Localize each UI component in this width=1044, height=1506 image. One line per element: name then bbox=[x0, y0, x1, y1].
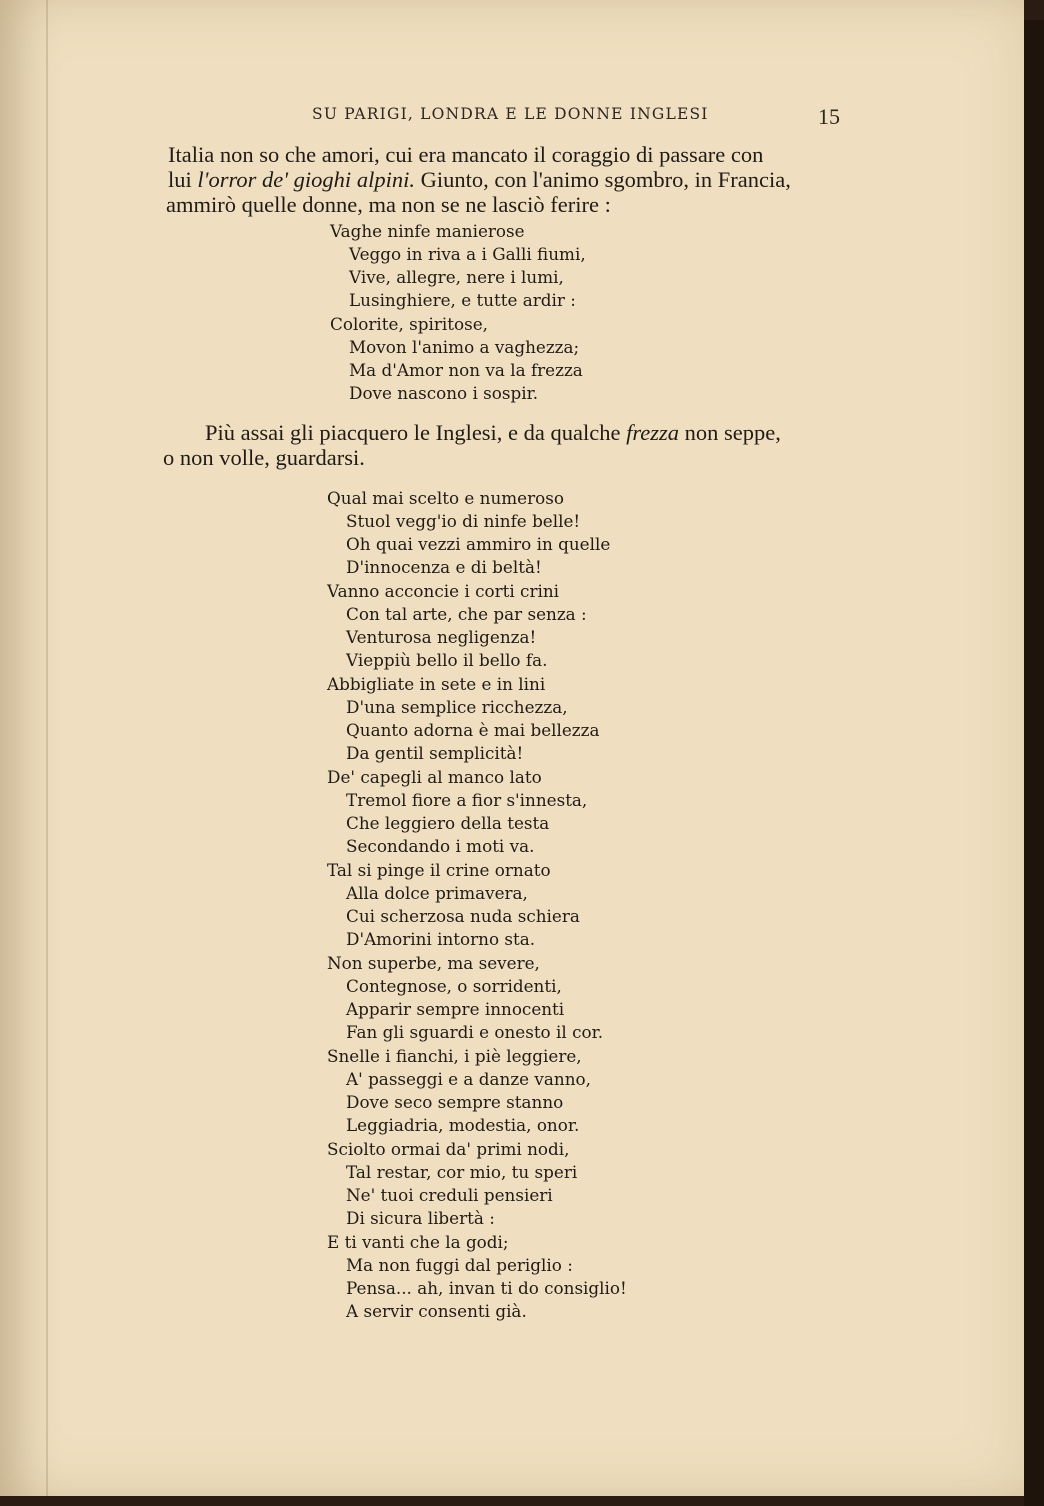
verse-line: Contegnose, o sorridenti, bbox=[346, 976, 562, 996]
stanza bbox=[327, 1045, 627, 1137]
verse-line: D'Amorini intorno sta. bbox=[346, 929, 536, 949]
verse-line: Secondando i moti va. bbox=[346, 836, 535, 856]
text-span: Giunto, con l'animo sgombro, in Francia, bbox=[414, 167, 791, 192]
verse-line: Alla dolce primavera, bbox=[346, 883, 528, 903]
verse-line: Pensa... ah, invan ti do consiglio! bbox=[346, 1278, 627, 1298]
italic-quote: l'orror de' gioghi alpini. bbox=[197, 167, 415, 192]
verse-line: De' capegli al manco lato bbox=[327, 767, 542, 787]
verse-line: Vanno acconcie i corti crini bbox=[327, 581, 560, 601]
paragraph-1-line-1: Italia non so che amori, cui era mancato il coraggio di passare con bbox=[168, 142, 764, 167]
verse-line: Apparir sempre innocenti bbox=[346, 999, 565, 1019]
verse-line: Vive, allegre, nere i lumi, bbox=[349, 267, 564, 287]
verse-line: Venturosa negligenza! bbox=[346, 627, 537, 647]
running-title: SU PARIGI, LONDRA E LE DONNE INGLESI bbox=[312, 105, 709, 123]
stanza bbox=[327, 766, 627, 858]
verse-line: Fan gli sguardi e onesto il cor. bbox=[346, 1022, 604, 1042]
verse-line: Sciolto ormai da' primi nodi, bbox=[327, 1139, 570, 1159]
verse-line: Da gentil semplicità! bbox=[346, 743, 524, 763]
verse-line: E ti vanti che la godi; bbox=[327, 1232, 509, 1252]
paragraph-2-line-2: o non volle, guardarsi. bbox=[163, 445, 365, 470]
page-edge-shadow bbox=[1024, 20, 1044, 1506]
verse-line: Lusinghiere, e tutte ardir : bbox=[349, 290, 576, 310]
verse-line: Vieppiù bello il bello fa. bbox=[346, 650, 548, 670]
verse-line: Ne' tuoi creduli pensieri bbox=[346, 1185, 553, 1205]
verse-line: Snelle i fianchi, i piè leggiere, bbox=[327, 1046, 582, 1066]
paragraph-1-line-2 bbox=[168, 167, 791, 192]
verse-line: Oh quai vezzi ammiro in quelle bbox=[346, 534, 611, 554]
text-span: lui bbox=[168, 167, 198, 192]
stanza bbox=[327, 859, 627, 951]
verse-line: Quanto adorna è mai bellezza bbox=[346, 720, 600, 740]
verse-line: Movon l'animo a vaghezza; bbox=[349, 337, 580, 357]
paragraph-1-line-3: ammirò quelle donne, ma non se ne lasciò ferire : bbox=[166, 192, 611, 217]
verse-line: Vaghe ninfe manierose bbox=[330, 221, 525, 241]
verse-line: Leggiadria, modestia, onor. bbox=[346, 1115, 580, 1135]
verse-line: D'una semplice ricchezza, bbox=[346, 697, 568, 717]
verse-line: Di sicura libertà : bbox=[346, 1208, 495, 1228]
verse-line: Ma non fuggi dal periglio : bbox=[346, 1255, 573, 1275]
stanza bbox=[330, 313, 586, 405]
stanza bbox=[327, 952, 627, 1044]
stanza bbox=[327, 673, 627, 765]
verse-line: Veggo in riva a i Galli fiumi, bbox=[349, 244, 586, 264]
stanza bbox=[327, 580, 627, 672]
verse-line: Dove nascono i sospir. bbox=[349, 383, 539, 403]
verse-line: Cui scherzosa nuda schiera bbox=[346, 906, 580, 926]
stanza bbox=[327, 1231, 627, 1323]
verse-line: Stuol vegg'io di ninfe belle! bbox=[346, 511, 581, 531]
verse-line: Tal si pinge il crine ornato bbox=[327, 860, 551, 880]
stanza bbox=[327, 1138, 627, 1230]
page-fold-line bbox=[46, 0, 48, 1496]
paragraph-2-line-1 bbox=[205, 420, 781, 445]
verse-line: Che leggiero della testa bbox=[346, 813, 550, 833]
verse-line: Tal restar, cor mio, tu speri bbox=[346, 1162, 578, 1182]
poem-2 bbox=[327, 487, 627, 1323]
verse-line: Non superbe, ma severe, bbox=[327, 953, 540, 973]
verse-line: Abbigliate in sete e in lini bbox=[327, 674, 546, 694]
verse-line: A' passeggi e a danze vanno, bbox=[346, 1069, 591, 1089]
verse-line: A servir consenti già. bbox=[346, 1301, 527, 1321]
verse-line: Ma d'Amor non va la frezza bbox=[349, 360, 583, 380]
verse-line: Dove seco sempre stanno bbox=[346, 1092, 564, 1112]
page-number: 15 bbox=[818, 104, 840, 129]
stanza bbox=[330, 220, 586, 312]
italic-word: frezza bbox=[626, 420, 680, 445]
verse-line: Tremol fiore a fior s'innesta, bbox=[346, 790, 588, 810]
verse-line: D'innocenza e di beltà! bbox=[346, 557, 542, 577]
verse-line: Con tal arte, che par senza : bbox=[346, 604, 587, 624]
text-span: non seppe, bbox=[679, 420, 781, 445]
verse-line: Qual mai scelto e numeroso bbox=[327, 488, 564, 508]
verse-line: Colorite, spiritose, bbox=[330, 314, 488, 334]
text-span: Più assai gli piacquero le Inglesi, e da qualche bbox=[205, 420, 627, 445]
poem-1 bbox=[330, 220, 586, 405]
stanza bbox=[327, 487, 627, 579]
